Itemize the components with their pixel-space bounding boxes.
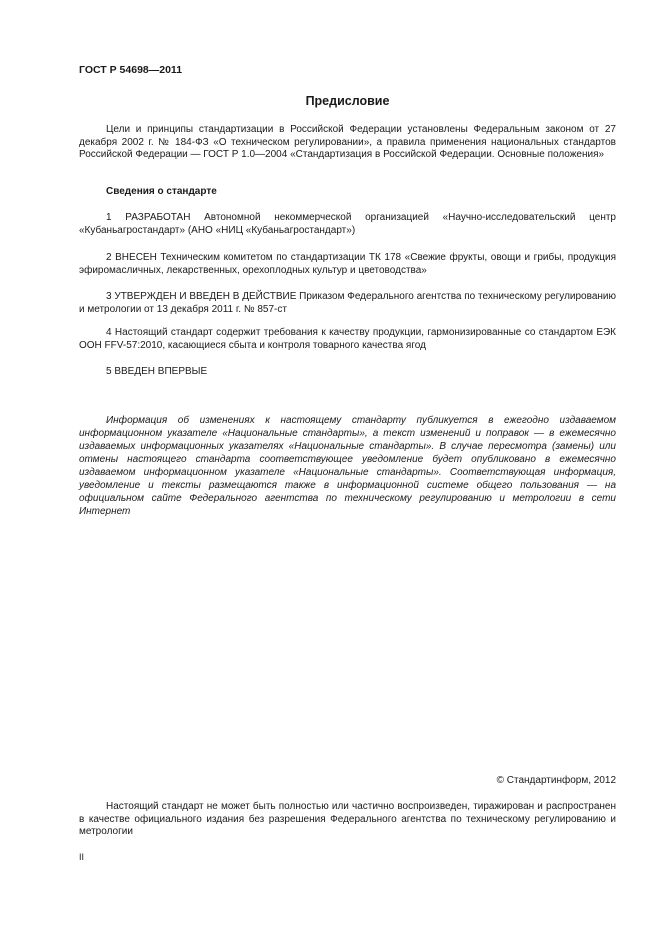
page-number: II [79, 852, 85, 862]
item-3: 3 УТВЕРЖДЕН И ВВЕДЕН В ДЕЙСТВИЕ Приказом Федерального агентства по техническому регулированию и метрологии от 13 декабря 2011 г. № 857-ст [79, 291, 616, 315]
item-2: 2 ВНЕСЕН Техническим комитетом по стандартизации ТК 178 «Свежие фрукты, овощи и грибы, продукция эфиромасличных, лекарственных, орехоплодных культур и цветоводства» [79, 252, 616, 276]
intro-paragraph: Цели и принципы стандартизации в Российской Федерации установлены Федеральным законом от 27 декабря 2002 г. № 184-ФЗ «О техническом регулировании», а правила применения национальных стандартов Российской Федерации — ГОСТ Р 1.0—2004 «Стандартизация в Российской Федерации. Основные положения» [79, 124, 616, 161]
item-1: 1 РАЗРАБОТАН Автономной некоммерческой организацией «Научно-исследовательский центр «Кубаньагростандарт» (АНО «НИЦ «Кубаньагростандарт») [79, 212, 616, 236]
footer-notice: Настоящий стандарт не может быть полностью или частично воспроизведен, тиражирован и распространен в качестве официального издания без разрешения Федерального агентства по техническому регулированию и метрологии [79, 801, 616, 838]
section-heading: Сведения о стандарте [106, 186, 217, 197]
doc-code: ГОСТ Р 54698—2011 [79, 64, 183, 76]
copyright: © Стандартинформ, 2012 [496, 775, 616, 786]
page-title: Предисловие [305, 94, 390, 108]
item-5: 5 ВВЕДЕН ВПЕРВЫЕ [106, 366, 208, 377]
info-notice: Информация об изменениях к настоящему стандарту публикуется в ежегодно издаваемом информационном указателе «Национальные стандарты», а текст изменений и поправок — в ежемесячно издаваемых информационных указателях «Национальные стандарты». В случае пересмотра (замены) или отмены настоящего стандарта соответствующее уведомление будет опубликовано в ежемесячно издаваемом информационном указателе «Национальные стандарты». Соответствующая информация, уведомление и тексты размещаются также в информационной системе общего пользования — на официальном сайте Федерального агентства по техническому регулированию и метрологии в сети Интернет [79, 415, 616, 517]
item-4: 4 Настоящий стандарт содержит требования к качеству продукции, гармонизированные со стандартом ЕЭК ООН FFV-57:2010, касающиеся сбыта и контроля товарного качества ягод [79, 327, 616, 351]
